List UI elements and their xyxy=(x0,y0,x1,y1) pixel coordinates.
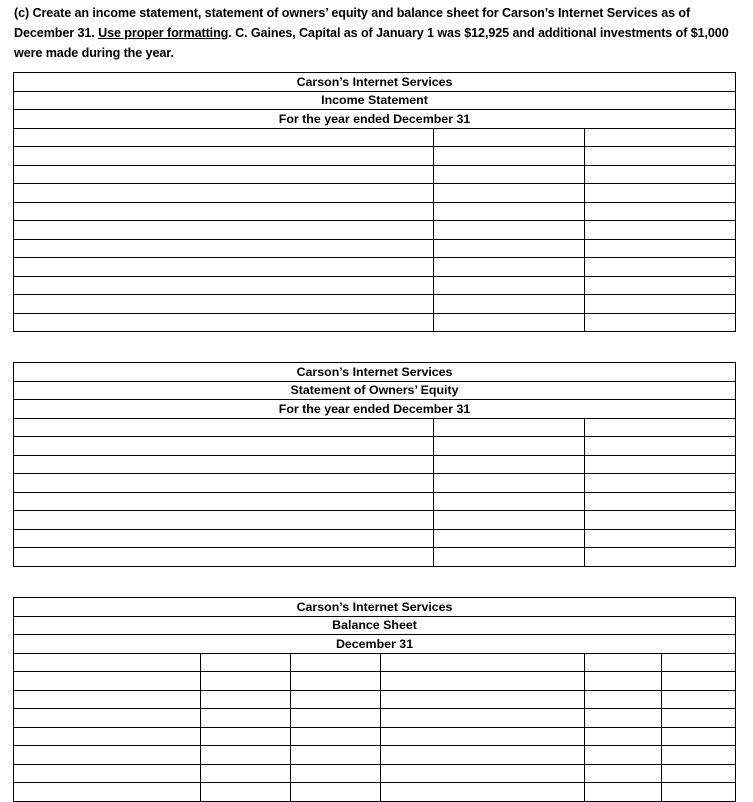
blank-entry-cell[interactable] xyxy=(291,783,381,802)
equity-title: Statement of Owners’ Equity xyxy=(14,381,736,400)
blank-entry-cell[interactable] xyxy=(585,202,736,221)
blank-entry-row xyxy=(14,764,736,783)
blank-entry-cell[interactable] xyxy=(585,184,736,203)
blank-entry-row xyxy=(14,727,736,746)
blank-entry-cell[interactable] xyxy=(201,783,291,802)
blank-entry-row xyxy=(14,653,736,672)
blank-entry-cell[interactable] xyxy=(291,690,381,709)
blank-entry-cell[interactable] xyxy=(434,455,585,474)
blank-entry-row xyxy=(14,184,736,203)
blank-entry-cell[interactable] xyxy=(14,492,434,511)
balance-period: December 31 xyxy=(14,635,736,654)
blank-entry-cell[interactable] xyxy=(585,128,736,147)
blank-entry-cell[interactable] xyxy=(291,672,381,691)
blank-entry-cell[interactable] xyxy=(434,548,585,567)
blank-entry-cell[interactable] xyxy=(434,147,585,166)
blank-entry-cell[interactable] xyxy=(14,437,434,456)
blank-entry-row xyxy=(14,258,736,277)
blank-entry-row xyxy=(14,511,736,530)
blank-entry-row xyxy=(14,746,736,765)
blank-entry-cell[interactable] xyxy=(201,746,291,765)
instructions-paragraph xyxy=(14,3,736,63)
blank-entry-cell[interactable] xyxy=(662,690,736,709)
blank-entry-cell[interactable] xyxy=(434,202,585,221)
blank-entry-cell[interactable] xyxy=(434,295,585,314)
blank-entry-cell[interactable] xyxy=(291,709,381,728)
blank-entry-cell[interactable] xyxy=(381,709,585,728)
blank-entry-cell[interactable] xyxy=(585,727,662,746)
blank-entry-row xyxy=(14,165,736,184)
blank-entry-row xyxy=(14,276,736,295)
income-title: Income Statement xyxy=(14,91,736,110)
blank-entry-cell[interactable] xyxy=(381,727,585,746)
blank-entry-cell[interactable] xyxy=(585,783,662,802)
blank-entry-row xyxy=(14,709,736,728)
blank-entry-cell[interactable] xyxy=(14,128,434,147)
blank-entry-cell[interactable] xyxy=(14,221,434,240)
blank-entry-cell[interactable] xyxy=(14,511,434,530)
blank-entry-cell[interactable] xyxy=(585,672,662,691)
blank-entry-cell[interactable] xyxy=(14,672,201,691)
blank-entry-cell[interactable] xyxy=(14,202,434,221)
blank-entry-cell[interactable] xyxy=(434,529,585,548)
blank-entry-cell[interactable] xyxy=(585,165,736,184)
blank-entry-cell[interactable] xyxy=(14,258,434,277)
blank-entry-cell[interactable] xyxy=(14,727,201,746)
blank-entry-cell[interactable] xyxy=(14,690,201,709)
blank-entry-cell[interactable] xyxy=(662,672,736,691)
blank-entry-cell[interactable] xyxy=(585,529,736,548)
blank-entry-cell[interactable] xyxy=(662,709,736,728)
blank-entry-cell[interactable] xyxy=(381,690,585,709)
blank-entry-cell[interactable] xyxy=(434,437,585,456)
blank-entry-cell[interactable] xyxy=(434,128,585,147)
blank-entry-cell[interactable] xyxy=(201,709,291,728)
blank-entry-cell[interactable] xyxy=(14,709,201,728)
blank-entry-cell[interactable] xyxy=(434,221,585,240)
blank-entry-row xyxy=(14,690,736,709)
blank-entry-row xyxy=(14,313,736,332)
blank-entry-cell[interactable] xyxy=(585,295,736,314)
blank-entry-cell[interactable] xyxy=(291,727,381,746)
blank-entry-cell[interactable] xyxy=(662,653,736,672)
blank-entry-cell[interactable] xyxy=(585,548,736,567)
blank-entry-row xyxy=(14,295,736,314)
income-period: For the year ended December 31 xyxy=(14,110,736,129)
blank-entry-cell[interactable] xyxy=(14,455,434,474)
blank-entry-cell[interactable] xyxy=(14,165,434,184)
blank-entry-cell[interactable] xyxy=(434,239,585,258)
blank-entry-row xyxy=(14,548,736,567)
blank-entry-cell[interactable] xyxy=(585,653,662,672)
blank-entry-cell[interactable] xyxy=(291,653,381,672)
blank-entry-cell[interactable] xyxy=(434,184,585,203)
blank-entry-cell[interactable] xyxy=(14,783,201,802)
blank-entry-cell[interactable] xyxy=(585,147,736,166)
instructions-text-1: (c) Create an income statement, statement of owners’ equity and balance sheet for Carson’s Internet Services as of December 31. xyxy=(14,6,691,40)
blank-entry-cell[interactable] xyxy=(14,239,434,258)
blank-entry-row xyxy=(14,529,736,548)
blank-entry-cell[interactable] xyxy=(585,239,736,258)
instructions-underlined-text: Use proper formatting xyxy=(98,26,229,40)
blank-entry-cell[interactable] xyxy=(585,690,662,709)
balance-company-name: Carson’s Internet Services xyxy=(14,598,736,617)
blank-entry-cell[interactable] xyxy=(381,746,585,765)
blank-entry-cell[interactable] xyxy=(291,746,381,765)
income-statement-table xyxy=(13,72,736,332)
blank-entry-cell[interactable] xyxy=(14,418,434,437)
blank-entry-cell[interactable] xyxy=(434,418,585,437)
blank-entry-row xyxy=(14,455,736,474)
blank-entry-cell[interactable] xyxy=(14,184,434,203)
blank-entry-cell[interactable] xyxy=(434,474,585,493)
blank-entry-cell[interactable] xyxy=(585,709,662,728)
blank-entry-row xyxy=(14,202,736,221)
blank-entry-cell[interactable] xyxy=(434,511,585,530)
instructions-text-2: . C. Gaines, Capital as of January 1 was $12,925 and additional investments of $1,000 were made during the year. xyxy=(14,26,729,60)
blank-entry-cell[interactable] xyxy=(585,221,736,240)
blank-entry-cell[interactable] xyxy=(381,672,585,691)
income-company-name: Carson’s Internet Services xyxy=(14,73,736,92)
blank-entry-cell[interactable] xyxy=(201,764,291,783)
owners-equity-table xyxy=(13,362,736,567)
blank-entry-cell[interactable] xyxy=(434,276,585,295)
blank-entry-cell[interactable] xyxy=(201,690,291,709)
blank-entry-cell[interactable] xyxy=(14,295,434,314)
blank-entry-row xyxy=(14,492,736,511)
blank-entry-row xyxy=(14,221,736,240)
blank-entry-cell[interactable] xyxy=(585,313,736,332)
blank-entry-cell[interactable] xyxy=(585,746,662,765)
blank-entry-row xyxy=(14,147,736,166)
blank-entry-cell[interactable] xyxy=(585,474,736,493)
blank-entry-cell[interactable] xyxy=(201,672,291,691)
balance-blank-rows xyxy=(14,653,736,801)
blank-entry-cell[interactable] xyxy=(434,258,585,277)
blank-entry-cell[interactable] xyxy=(434,492,585,511)
blank-entry-row xyxy=(14,418,736,437)
blank-entry-cell[interactable] xyxy=(434,165,585,184)
blank-entry-cell[interactable] xyxy=(14,529,434,548)
blank-entry-row xyxy=(14,474,736,493)
blank-entry-cell[interactable] xyxy=(585,418,736,437)
equity-blank-rows xyxy=(14,418,736,566)
blank-entry-cell[interactable] xyxy=(585,276,736,295)
blank-entry-cell[interactable] xyxy=(662,746,736,765)
blank-entry-cell[interactable] xyxy=(14,147,434,166)
blank-entry-cell[interactable] xyxy=(434,313,585,332)
income-blank-rows xyxy=(14,128,736,332)
blank-entry-cell[interactable] xyxy=(14,276,434,295)
equity-company-name: Carson’s Internet Services xyxy=(14,363,736,382)
blank-entry-cell[interactable] xyxy=(14,746,201,765)
blank-entry-cell[interactable] xyxy=(662,783,736,802)
blank-entry-cell[interactable] xyxy=(201,727,291,746)
equity-period: For the year ended December 31 xyxy=(14,400,736,419)
blank-entry-row xyxy=(14,128,736,147)
blank-entry-cell[interactable] xyxy=(14,764,201,783)
blank-entry-cell[interactable] xyxy=(14,548,434,567)
balance-title: Balance Sheet xyxy=(14,616,736,635)
blank-entry-cell[interactable] xyxy=(662,727,736,746)
balance-sheet-table xyxy=(13,597,736,802)
blank-entry-cell[interactable] xyxy=(585,764,662,783)
blank-entry-cell[interactable] xyxy=(201,653,291,672)
blank-entry-cell[interactable] xyxy=(291,764,381,783)
blank-entry-row xyxy=(14,672,736,691)
blank-entry-row xyxy=(14,239,736,258)
blank-entry-row xyxy=(14,783,736,802)
blank-entry-cell[interactable] xyxy=(14,474,434,493)
blank-entry-cell[interactable] xyxy=(14,313,434,332)
blank-entry-cell[interactable] xyxy=(662,764,736,783)
blank-entry-cell[interactable] xyxy=(585,455,736,474)
blank-entry-row xyxy=(14,437,736,456)
blank-entry-cell[interactable] xyxy=(381,783,585,802)
blank-entry-cell[interactable] xyxy=(381,764,585,783)
blank-entry-cell[interactable] xyxy=(14,653,201,672)
blank-entry-cell[interactable] xyxy=(585,437,736,456)
blank-entry-cell[interactable] xyxy=(585,258,736,277)
blank-entry-cell[interactable] xyxy=(585,511,736,530)
blank-entry-cell[interactable] xyxy=(585,492,736,511)
blank-entry-cell[interactable] xyxy=(381,653,585,672)
